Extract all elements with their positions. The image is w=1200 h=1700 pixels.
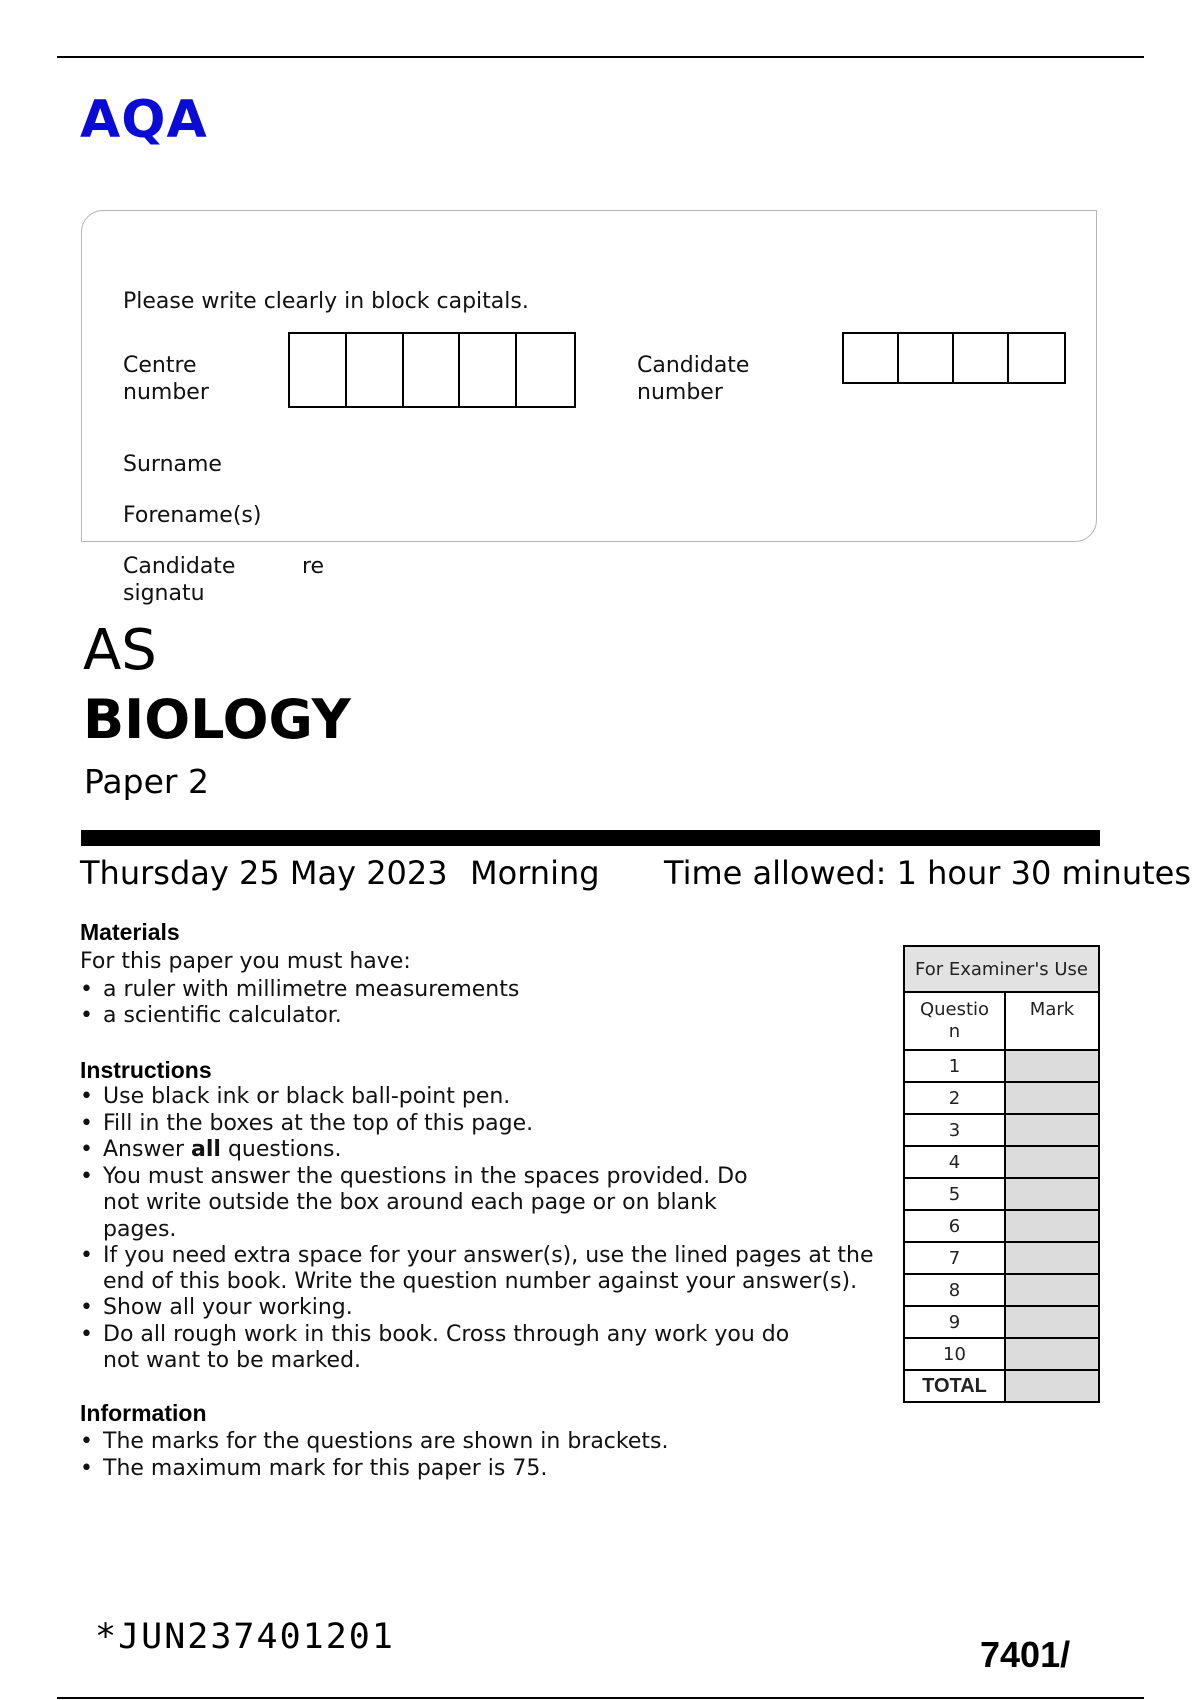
question-number: 6	[904, 1210, 1005, 1242]
question-number: 9	[904, 1306, 1005, 1338]
question-number: 3	[904, 1114, 1005, 1146]
information-list	[80, 1429, 840, 1482]
mark-cell[interactable]	[1005, 1114, 1099, 1146]
qualification-level: AS	[83, 618, 157, 683]
list-item	[80, 1137, 840, 1164]
examiner-use-table	[903, 945, 1100, 1403]
mark-cell[interactable]	[1005, 1210, 1099, 1242]
instructions-list	[80, 1084, 874, 1375]
information-section	[80, 1400, 840, 1482]
centre-number-label: Centre number	[123, 353, 209, 405]
answer-all-emphasis: all	[191, 1137, 221, 1162]
mark-cell[interactable]	[1005, 1274, 1099, 1306]
mark-cell[interactable]	[1005, 1338, 1099, 1370]
question-number: 1	[904, 1050, 1005, 1082]
candidate-signature-label: Candidate signatu	[123, 554, 236, 606]
list-item: • You must answer the questions in the spaces provided. Do not write outside the box around each page or on blank pages.	[80, 1164, 753, 1244]
block-capitals-instruction: Please write clearly in block capitals.	[123, 289, 529, 314]
list-item: • Fill in the boxes at the top of this page.	[80, 1111, 840, 1138]
mark-cell[interactable]	[1005, 1082, 1099, 1114]
mark-cell[interactable]	[1005, 1146, 1099, 1178]
paper-code: 7401/	[980, 1634, 1071, 1675]
surname-label: Surname	[123, 452, 222, 477]
subject-title: BIOLOGY	[83, 688, 351, 751]
list-item: • a scientific calculator.	[80, 1003, 840, 1030]
mark-cell[interactable]	[1005, 1050, 1099, 1082]
question-number: 4	[904, 1146, 1005, 1178]
top-rule	[57, 56, 1144, 58]
list-item: • If you need extra space for your answer(s), use the lined pages at the end of this book. Write the question number against your answer(s).	[80, 1243, 903, 1295]
centre-number-digit[interactable]	[404, 334, 461, 406]
materials-list	[80, 977, 840, 1030]
materials-section	[80, 919, 840, 1030]
time-allowed: Time allowed: 1 hour 30 minutes	[664, 854, 1191, 892]
centre-number-digit[interactable]	[347, 334, 404, 406]
candidate-signature-label-fragment: re	[302, 554, 325, 579]
candidate-number-input[interactable]	[842, 332, 1066, 384]
answer-all-suffix: questions.	[220, 1137, 342, 1162]
question-column-header: Questio n	[904, 992, 1005, 1050]
candidate-number-digit[interactable]	[844, 334, 899, 382]
list-item: • Show all your working.	[80, 1295, 840, 1322]
instructions-heading: Instructions	[80, 1057, 212, 1083]
materials-intro: For this paper you must have:	[80, 949, 411, 974]
paper-title: Paper 2	[84, 762, 209, 801]
centre-number-digit[interactable]	[290, 334, 347, 406]
mark-cell[interactable]	[1005, 1178, 1099, 1210]
question-number: 8	[904, 1274, 1005, 1306]
candidate-number-digit[interactable]	[1009, 334, 1064, 382]
mark-column-header: Mark	[1005, 992, 1099, 1050]
instructions-section	[80, 1057, 874, 1375]
total-label: TOTAL	[904, 1370, 1005, 1402]
materials-heading: Materials	[80, 919, 180, 945]
exam-session: Morning	[470, 854, 600, 892]
aqa-logo: AQA	[80, 90, 208, 150]
list-item: • a ruler with millimetre measurements	[80, 977, 840, 1004]
list-item: • The maximum mark for this paper is 75.	[80, 1456, 840, 1483]
information-heading: Information	[80, 1400, 207, 1426]
centre-number-digit[interactable]	[460, 334, 517, 406]
question-number: 5	[904, 1178, 1005, 1210]
question-number: 7	[904, 1242, 1005, 1274]
list-item: • The marks for the questions are shown in brackets.	[80, 1429, 840, 1456]
answer-all-prefix: Answer	[103, 1137, 192, 1162]
question-number: 2	[904, 1082, 1005, 1114]
candidate-number-digit[interactable]	[954, 334, 1009, 382]
mark-cell[interactable]	[1005, 1306, 1099, 1338]
candidate-number-label: Candidate number	[637, 353, 750, 405]
mark-cell[interactable]	[1005, 1242, 1099, 1274]
total-mark-cell[interactable]	[1005, 1370, 1099, 1402]
list-item: • Do all rough work in this book. Cross through any work you do not want to be marked.	[80, 1322, 803, 1375]
centre-number-input[interactable]	[288, 332, 576, 408]
candidate-number-digit[interactable]	[899, 334, 954, 382]
centre-number-digit[interactable]	[517, 334, 574, 406]
question-number: 10	[904, 1338, 1005, 1370]
title-divider-bar	[81, 830, 1100, 846]
examiner-table-title: For Examiner's Use	[904, 946, 1099, 992]
forenames-label: Forename(s)	[123, 503, 262, 528]
barcode-text: *JUN237401201	[95, 1617, 395, 1657]
bottom-rule	[57, 1697, 1144, 1699]
exam-date: Thursday 25 May 2023	[80, 854, 448, 892]
list-item: • Use black ink or black ball-point pen.	[80, 1084, 840, 1111]
